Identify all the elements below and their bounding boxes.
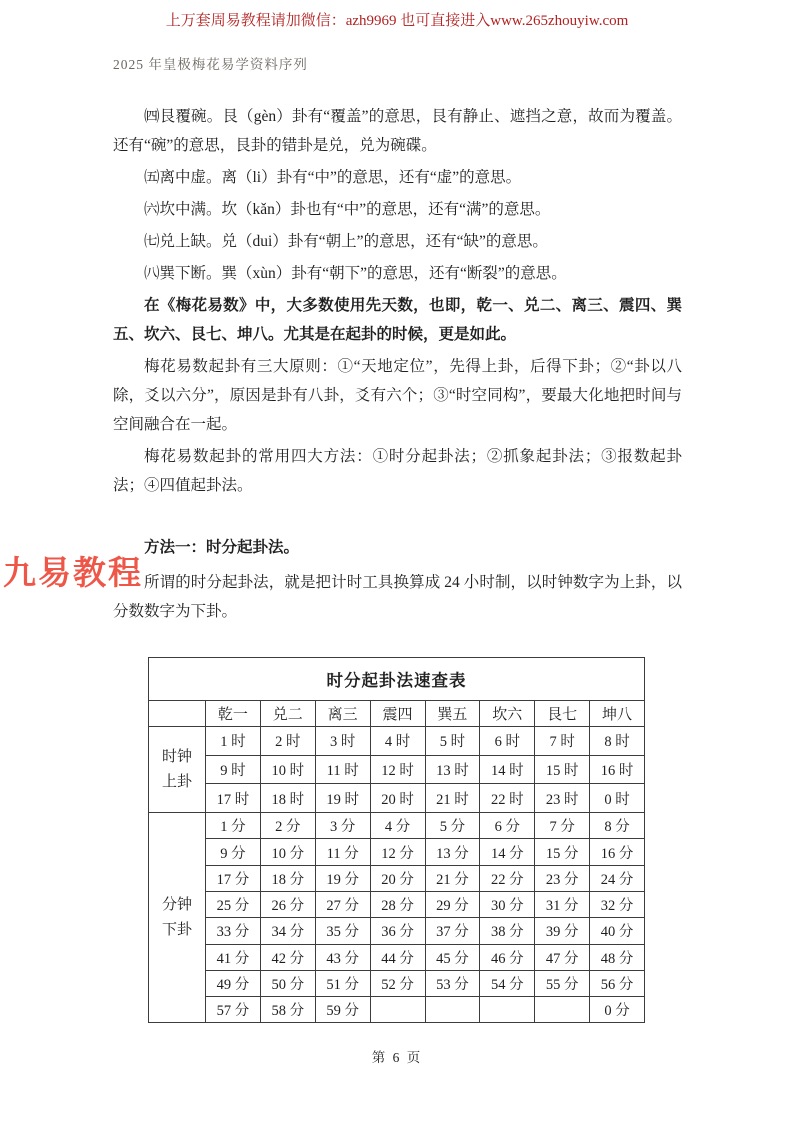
table-row [149, 727, 645, 756]
table-corner-cell [149, 701, 206, 727]
table-cell [425, 997, 480, 1023]
table-cell: 34 分 [260, 918, 315, 944]
table-cell: 29 分 [425, 891, 480, 917]
table-row [149, 755, 645, 784]
table-cell: 48 分 [590, 944, 645, 970]
table-cell: 21 分 [425, 865, 480, 891]
table-cell: 52 分 [370, 970, 425, 996]
table-cell: 0 分 [590, 997, 645, 1023]
table-cell: 47 分 [535, 944, 590, 970]
table-cell: 9 时 [206, 755, 261, 784]
table-cell: 25 分 [206, 891, 261, 917]
table-cell: 36 分 [370, 918, 425, 944]
table-cell: 28 分 [370, 891, 425, 917]
table-cell: 17 分 [206, 865, 261, 891]
table-cell: 2 分 [260, 813, 315, 839]
table-cell: 24 分 [590, 865, 645, 891]
table-cell: 13 分 [425, 839, 480, 865]
page-number: 第 6 页 [371, 1050, 423, 1065]
paragraph: 梅花易数起卦有三大原则：①“天地定位”，先得上卦，后得下卦；②“卦以八除，爻以六分”，原因是卦有八卦，爻有六个；③“时空同构”，要最大化地把时间与空间融合在一起。 [113, 358, 682, 433]
table-header-row [149, 701, 645, 727]
table-cell: 2 时 [260, 727, 315, 756]
table-cell: 9 分 [206, 839, 261, 865]
table-cell: 20 时 [370, 784, 425, 813]
table-cell: 58 分 [260, 997, 315, 1023]
table-cell: 26 分 [260, 891, 315, 917]
table-cell: 57 分 [206, 997, 261, 1023]
table-cell: 42 分 [260, 944, 315, 970]
table-cell: 3 时 [315, 727, 370, 756]
table-cell: 7 时 [535, 727, 590, 756]
table-cell: 22 时 [480, 784, 535, 813]
table-cell: 10 时 [260, 755, 315, 784]
method-heading: 方法一：时分起卦法。 [144, 539, 300, 556]
row-group-label: 时钟上卦 [149, 727, 206, 813]
column-header: 震四 [370, 701, 425, 727]
table-cell: 53 分 [425, 970, 480, 996]
table-row [149, 813, 645, 839]
table-cell: 5 分 [425, 813, 480, 839]
paragraph: ㈤离中虚。离（li）卦有“中”的意思，还有“虚”的意思。 [144, 169, 522, 186]
table-cell: 22 分 [480, 865, 535, 891]
table-cell: 14 分 [480, 839, 535, 865]
table-cell: 12 分 [370, 839, 425, 865]
table-row [149, 970, 645, 996]
table-row [149, 918, 645, 944]
paragraph: ㈣艮覆碗。艮（gèn）卦有“覆盖”的意思，艮有静止、遮挡之意，故而为覆盖。还有“碗”的意思，艮卦的错卦是兑，兑为碗碟。 [113, 108, 682, 154]
table-cell: 1 时 [206, 727, 261, 756]
table-cell: 15 分 [535, 839, 590, 865]
table-cell: 8 分 [590, 813, 645, 839]
table-cell: 55 分 [535, 970, 590, 996]
table-cell: 23 分 [535, 865, 590, 891]
table-cell: 0 时 [590, 784, 645, 813]
table-cell: 32 分 [590, 891, 645, 917]
table-cell: 30 分 [480, 891, 535, 917]
table-cell: 16 时 [590, 755, 645, 784]
table-cell: 38 分 [480, 918, 535, 944]
table-cell: 50 分 [260, 970, 315, 996]
table-title-row [149, 658, 645, 701]
series-title: 2025 年皇极梅花易学资料序列 [113, 57, 308, 72]
table-cell: 23 时 [535, 784, 590, 813]
table-cell: 13 时 [425, 755, 480, 784]
table-cell: 43 分 [315, 944, 370, 970]
table-cell: 39 分 [535, 918, 590, 944]
table-cell: 40 分 [590, 918, 645, 944]
table-cell: 7 分 [535, 813, 590, 839]
table-cell: 6 时 [480, 727, 535, 756]
table-cell: 8 时 [590, 727, 645, 756]
time-hexagram-lookup-table [148, 657, 645, 1023]
table-cell: 31 分 [535, 891, 590, 917]
table-cell: 4 分 [370, 813, 425, 839]
table-cell: 6 分 [480, 813, 535, 839]
table-cell: 17 时 [206, 784, 261, 813]
table-row [149, 944, 645, 970]
table-cell: 54 分 [480, 970, 535, 996]
paragraph: 梅花易数起卦的常用四大方法：①时分起卦法；②抓象起卦法；③报数起卦法；④四值起卦法。 [113, 448, 682, 494]
table-cell: 21 时 [425, 784, 480, 813]
table-row [149, 891, 645, 917]
row-group-label: 分钟下卦 [149, 813, 206, 1023]
table-cell: 20 分 [370, 865, 425, 891]
body-paragraphs [113, 102, 682, 503]
table-cell: 11 分 [315, 839, 370, 865]
table-row [149, 784, 645, 813]
paragraph: ㈧巽下断。巽（xùn）卦有“朝下”的意思，还有“断裂”的意思。 [144, 265, 567, 282]
table-cell: 59 分 [315, 997, 370, 1023]
promo-header-text: 上万套周易教程请加微信：azh9969 也可直接进入www.265zhouyiw.com [165, 13, 629, 29]
table-cell: 33 分 [206, 918, 261, 944]
table-cell: 10 分 [260, 839, 315, 865]
paragraph: ㈥坎中满。坎（kǎn）卦也有“中”的意思，还有“满”的意思。 [144, 201, 551, 218]
table-cell: 19 分 [315, 865, 370, 891]
table-cell [480, 997, 535, 1023]
table-cell: 5 时 [425, 727, 480, 756]
watermark-logo: 九易教程 [3, 554, 143, 591]
table-cell: 11 时 [315, 755, 370, 784]
column-header: 巽五 [425, 701, 480, 727]
paragraph: 在《梅花易数》中，大多数使用先天数，也即，乾一、兑二、离三、震四、巽五、坎六、艮七、坤八。尤其是在起卦的时候，更是如此。 [113, 297, 682, 343]
column-header: 坎六 [480, 701, 535, 727]
table-cell: 51 分 [315, 970, 370, 996]
table-cell: 41 分 [206, 944, 261, 970]
table-cell: 4 时 [370, 727, 425, 756]
column-header: 兑二 [260, 701, 315, 727]
table-cell: 14 时 [480, 755, 535, 784]
table-title: 时分起卦法速查表 [149, 658, 645, 701]
table-cell: 56 分 [590, 970, 645, 996]
table-cell [535, 997, 590, 1023]
table-cell: 44 分 [370, 944, 425, 970]
table-row [149, 865, 645, 891]
method-section [113, 536, 682, 626]
table-cell: 18 分 [260, 865, 315, 891]
column-header: 坤八 [590, 701, 645, 727]
table-row [149, 997, 645, 1023]
table-cell: 49 分 [206, 970, 261, 996]
method-intro-paragraph: 所谓的时分起卦法，就是把计时工具换算成 24 小时制，以时钟数字为上卦，以分数数字为下卦。 [113, 574, 682, 620]
table-cell: 1 分 [206, 813, 261, 839]
table-cell: 27 分 [315, 891, 370, 917]
table-cell: 37 分 [425, 918, 480, 944]
table-cell: 19 时 [315, 784, 370, 813]
column-header: 艮七 [535, 701, 590, 727]
table-cell: 46 分 [480, 944, 535, 970]
table-cell [370, 997, 425, 1023]
table-cell: 12 时 [370, 755, 425, 784]
table-cell: 3 分 [315, 813, 370, 839]
table-cell: 45 分 [425, 944, 480, 970]
table-cell: 16 分 [590, 839, 645, 865]
table-row [149, 839, 645, 865]
table-cell: 18 时 [260, 784, 315, 813]
table-cell: 15 时 [535, 755, 590, 784]
column-header: 乾一 [206, 701, 261, 727]
table-cell: 35 分 [315, 918, 370, 944]
column-header: 离三 [315, 701, 370, 727]
paragraph: ㈦兑上缺。兑（dui）卦有“朝上”的意思，还有“缺”的意思。 [144, 233, 548, 250]
